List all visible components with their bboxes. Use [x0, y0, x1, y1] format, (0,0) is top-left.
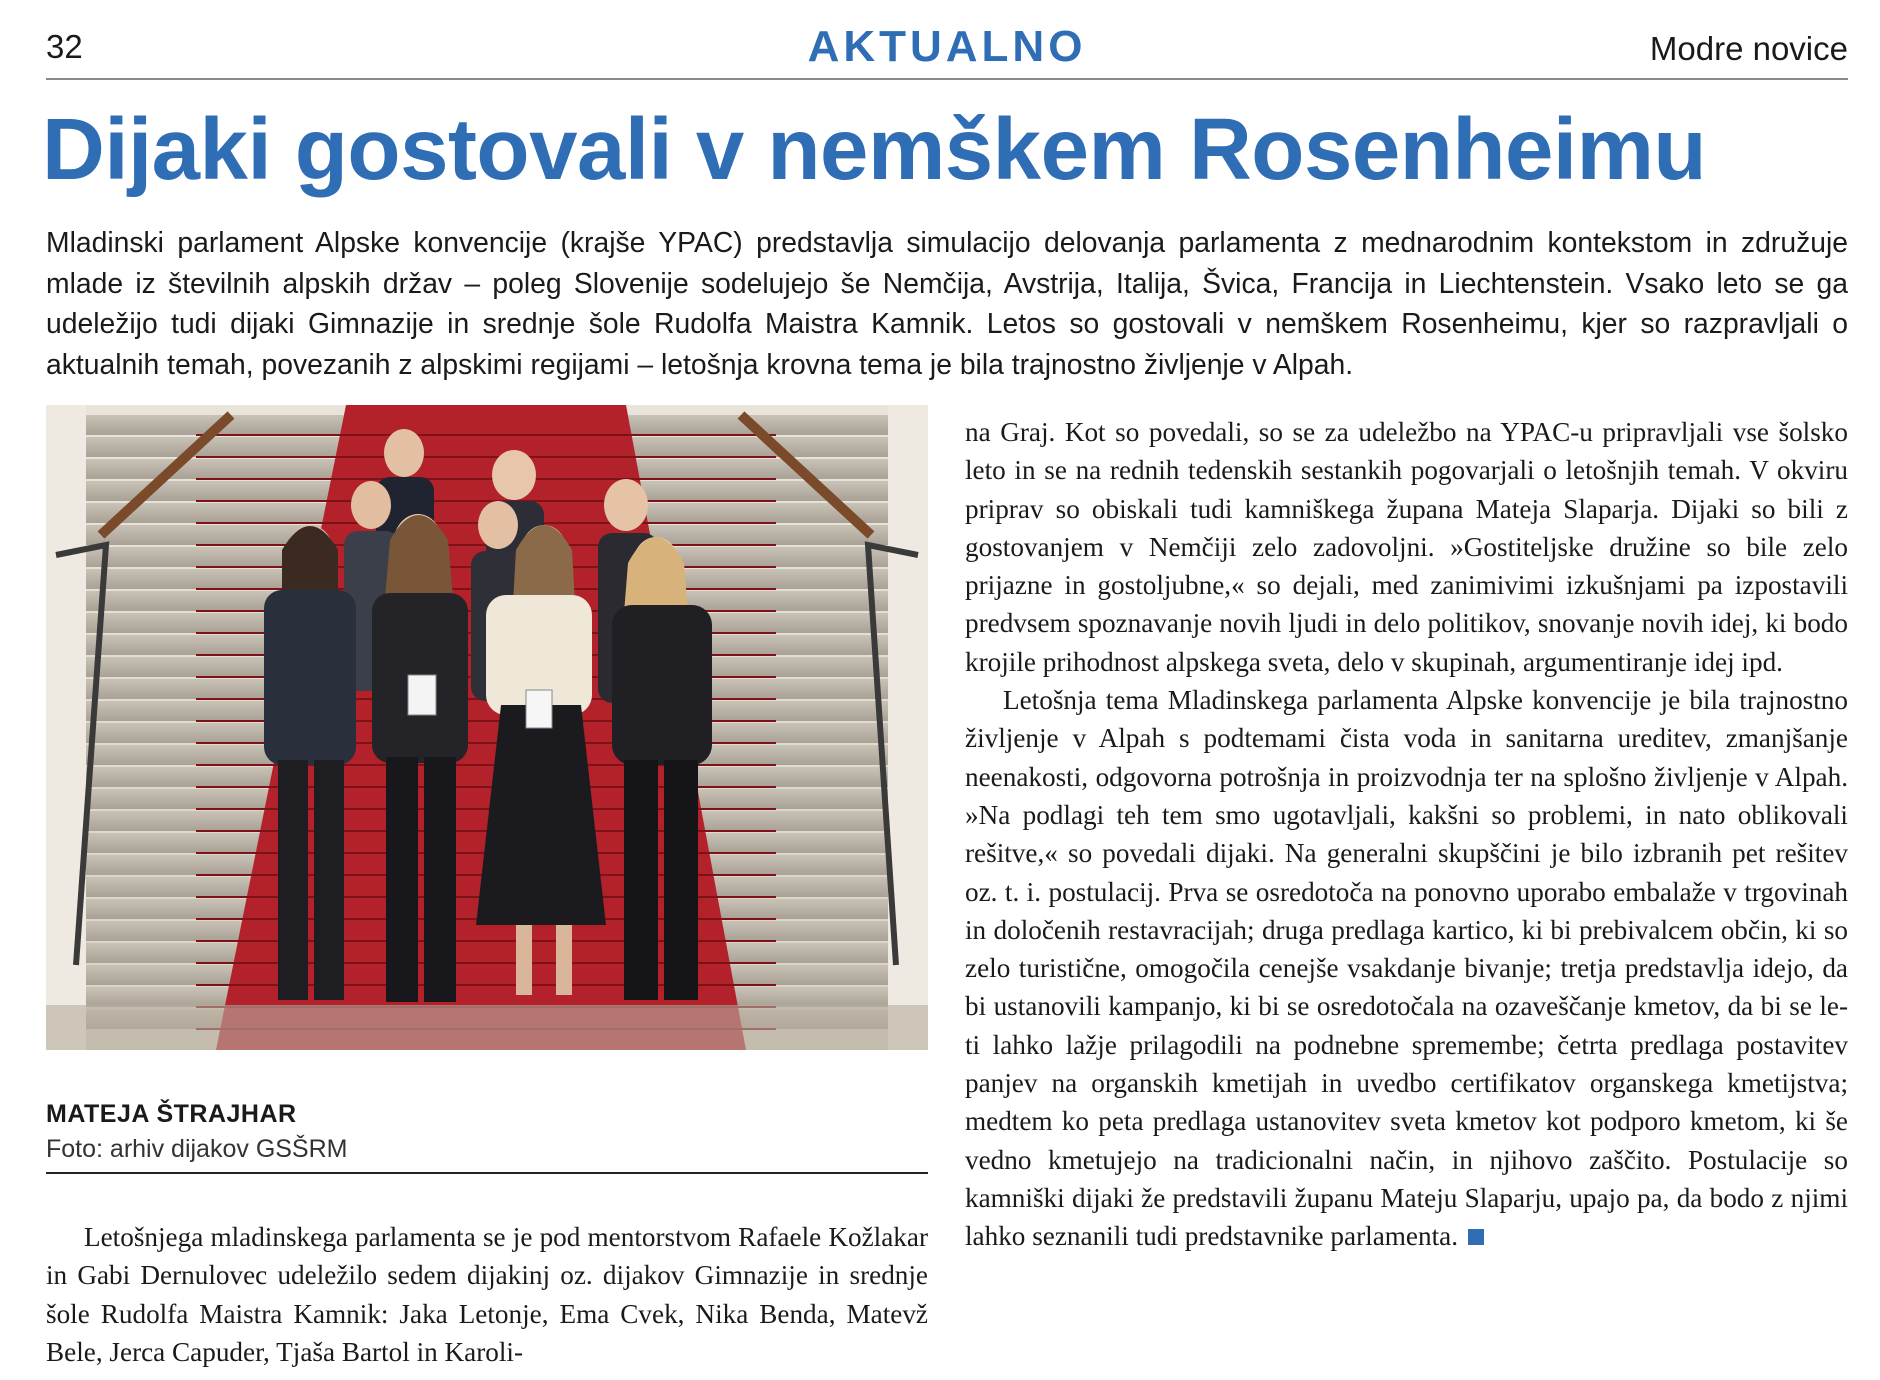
article-column-right: [965, 413, 1848, 1256]
author-name: MATEJA ŠTRAJHAR: [46, 1100, 297, 1128]
end-mark-icon: [1468, 1229, 1484, 1245]
article-column-left: [46, 1218, 928, 1371]
article-title: Dijaki gostovali v nemškem Rosenheimu: [42, 101, 1707, 198]
article-lead: [46, 222, 1848, 384]
page-header: [46, 22, 1848, 80]
body-paragraph-end: [965, 681, 1848, 1255]
staircase-group-photo: [46, 405, 928, 1050]
group-photo: [46, 405, 928, 1050]
publication-name: Modre novice: [1649, 30, 1848, 67]
photo-credit: Foto: arhiv dijakov GSŠRM: [46, 1135, 348, 1163]
byline: [46, 1100, 928, 1174]
lead-paragraph: Mladinski parlament Alpske konvencije (krajše YPAC) predstavlja simulacijo delovanja parlamenta z mednarodnim kontekstom in združuje mlade iz številnih alpskih držav – poleg Slovenije sodelujejo še Nemčija, Avstrija, Italija, Švica, Francija in Liechtenstein. Vsako leto se ga udeležijo tudi dijaki Gimnazije in srednje šole Rudolfa Maistra Kamnik. Letos so gostovali v nemškem Rosenheimu, kjer so razpravljali o aktualnih temah, povezanih z alpskimi regijami – letošnja krovna tema je bila trajnostno življenje v Alpah.: [46, 226, 1848, 380]
body-paragraph-text: Letošnja tema Mladinskega parlamenta Alpske konvencije je bila trajnostno življenje v Alpah s podtemami čista voda in sanitarna ureditev, zmanjšanje neenakosti, odgovorna potrošnja in proizvodnja ter na splošno življenje v Alpah. »Na podlagi teh tem smo ugotavljali, kakšni so problemi, in nato oblikovali rešitve,« so povedali dijaki. Na generalni skupščini je bilo izbranih pet rešitev oz. t. i. postulacij. Prva se osredotoča na ponovno uporabo embalaže v trgovinah in določenih restavracijah; druga predlaga kartico, ki bi prebivalcem občin, ki so zelo turistične, omogočila cenejše vsakdanje bivanje; tretja predstavlja idejo, da bi ustanovili kampanjo, ki bi se osredotočala na ozaveščanje kmetov, da bi se le-ti lahko lažje prilagodili na podnebne spremembe; četrta predlaga postavitev panjev na organskih kmetijah in uvedbo certifikatov organskega kmetijstva; medtem ko peta predlaga ustanovitev sveta kmetov kot podporo kmetom, ki še vedno kmetujejo na tradicionalni način, in njihovo zaščito. Postulacije so kamniški dijaki že predstavili županu Mateju Slaparju, upajo pa, da bodo z njimi lahko seznanili tudi predstavnike parlamenta.: [965, 685, 1848, 1252]
page-number: 32: [46, 28, 83, 65]
section-label: AKTUALNO: [807, 22, 1087, 71]
body-paragraph: Letošnjega mladinskega parlamenta se je pod mentorstvom Rafaele Kožlakar in Gabi Dernulovec udeležilo sedem dijakinj oz. dijakov Gimnazije in srednje šole Rudolfa Maistra Kamnik: Jaka Letonje, Ema Cvek, Nika Benda, Matevž Bele, Jerca Capuder, Tjaša Bartol in Karoli-: [46, 1222, 928, 1367]
body-paragraph: na Graj. Kot so povedali, so se za udeležbo na YPAC-u pripravljali vse šolsko leto in se na rednih tedenskih sestankih pogovarjali o letošnjih temah. V okviru priprav so obiskali tudi kamniškega župana Mateja Slaparja. Dijaki so bili z gostovanjem v Nemčiji zelo zadovoljni. »Gostiteljske družine so bile zelo prijazne in gostoljubne,« so dejali, med zanimivimi izkušnjami pa izpostavili predvsem spoznavanje novih ljudi in delo politikov, snovanje novih idej, ki bodo krojile prihodnost alpskega sveta, delo v skupinah, argumentiranje idej ipd.: [965, 417, 1848, 677]
